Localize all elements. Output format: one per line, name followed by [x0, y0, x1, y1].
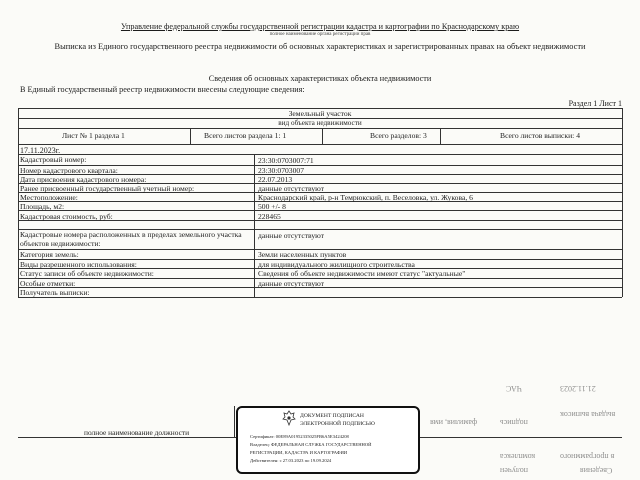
bleed-text: выдача выписок: [560, 410, 616, 419]
row-label: Дата присвоения кадастрового номера:: [20, 175, 147, 184]
row-value: Земли населенных пунктов: [258, 250, 347, 259]
stamp-subtitle: ЭЛЕКТРОННОЙ ПОДПИСЬЮ: [300, 421, 375, 427]
row-value: данные отсутствуют: [258, 184, 325, 193]
row-label: Местоположение:: [20, 193, 78, 202]
row-value: 23:30:0703007: [258, 166, 304, 175]
cadastral-number-label: Кадастровый номер:: [20, 155, 87, 164]
e-signature-stamp: [236, 406, 420, 474]
extract-title: Выписка из Единого государственного реестра недвижимости об основных характеристиках и зарегистрированных правах на объект недвижимости: [54, 42, 586, 51]
extract-date: 17.11.2023г.: [20, 146, 61, 155]
extract-sheet-count: Всего листов выписки: 4: [500, 131, 580, 140]
object-type-caption: вид объекта недвижимости: [278, 119, 362, 127]
bleed-text: фамилия, имя: [430, 418, 478, 427]
row-label: Особые отметки:: [20, 279, 76, 288]
row-label: Статус записи об объекте недвижимости:: [20, 269, 154, 278]
row-label: Виды разрешенного использования:: [20, 260, 137, 269]
row-value: Сведения об объекте недвижимости имеют статус "актуальные": [258, 269, 466, 278]
agency-title: Управление федеральной службы государственной регистрации кадастра и картографии по Краснодарскому краю: [120, 22, 520, 31]
row-label: Номер кадастрового квартала:: [20, 166, 118, 175]
section-title: Сведения об основных характеристиках объекта недвижимости: [208, 74, 432, 83]
position-caption: полное наименование должности: [84, 428, 190, 437]
coat-of-arms-icon: [282, 410, 296, 426]
row-label: Кадастровые номера расположенных в пределах земельного участка объектов недвижимости:: [20, 230, 242, 248]
bleed-text: ЧАС: [506, 384, 522, 393]
row-value: Краснодарский край, р-н Темрюкский, п. Веселовка, ул. Жукова, 6: [258, 193, 473, 202]
sheet-number: Лист № 1 раздела 1: [62, 131, 125, 140]
row-value: 228465: [258, 212, 281, 221]
bleed-text: Сведения: [580, 466, 613, 475]
bleed-text: комплекса: [500, 452, 536, 461]
agency-subcaption: полное наименование органа регистрации прав: [269, 32, 371, 37]
row-label: Ранее присвоенный государственный учетный номер:: [20, 184, 195, 193]
cadastral-number-value: 23:30:0703007:71: [258, 156, 314, 165]
bleed-text: получен: [500, 466, 529, 475]
bleed-text: подпись: [500, 418, 528, 427]
row-label: Кадастровая стоимость, руб:: [20, 212, 113, 221]
object-type: Земельный участок: [288, 109, 352, 118]
bleed-text: в программного: [560, 452, 615, 461]
stamp-validity: Действителен: с 27.03.2023 по 19.09.2024: [250, 458, 332, 463]
row-value: данные отсутствуют: [258, 231, 325, 240]
section-sheet-count: Всего листов раздела 1: 1: [204, 131, 287, 140]
row-value: 22.07.2013: [258, 175, 293, 184]
stamp-owner-cont: РЕГИСТРАЦИИ, КАДАСТРА И КАРТОГРАФИИ: [250, 450, 348, 455]
row-value: для индивидуального жилищного строительства: [258, 260, 415, 269]
bleed-text: 21.11.2023: [560, 384, 596, 393]
section-page-label: Раздел 1 Лист 1: [568, 99, 622, 108]
row-label: Площадь, м2:: [20, 202, 65, 211]
row-label: Получатель выписки:: [20, 288, 90, 297]
stamp-owner: Владелец: ФЕДЕРАЛЬНАЯ СЛУЖБА ГОСУДАРСТВЕННОЙ: [250, 442, 372, 447]
row-value: данные отсутствуют: [258, 279, 325, 288]
sections-count: Всего разделов: 3: [370, 131, 427, 140]
row-label: Категория земель:: [20, 250, 79, 259]
registry-note: В Единый государственный реестр недвижимости внесены следующие сведения:: [20, 85, 305, 94]
stamp-title: ДОКУМЕНТ ПОДПИСАН: [300, 413, 364, 419]
stamp-certificate: Сертификат: 00E89A01952335025FB6A5E3424208: [250, 434, 349, 439]
row-value: 500 +/- 8: [258, 202, 286, 211]
